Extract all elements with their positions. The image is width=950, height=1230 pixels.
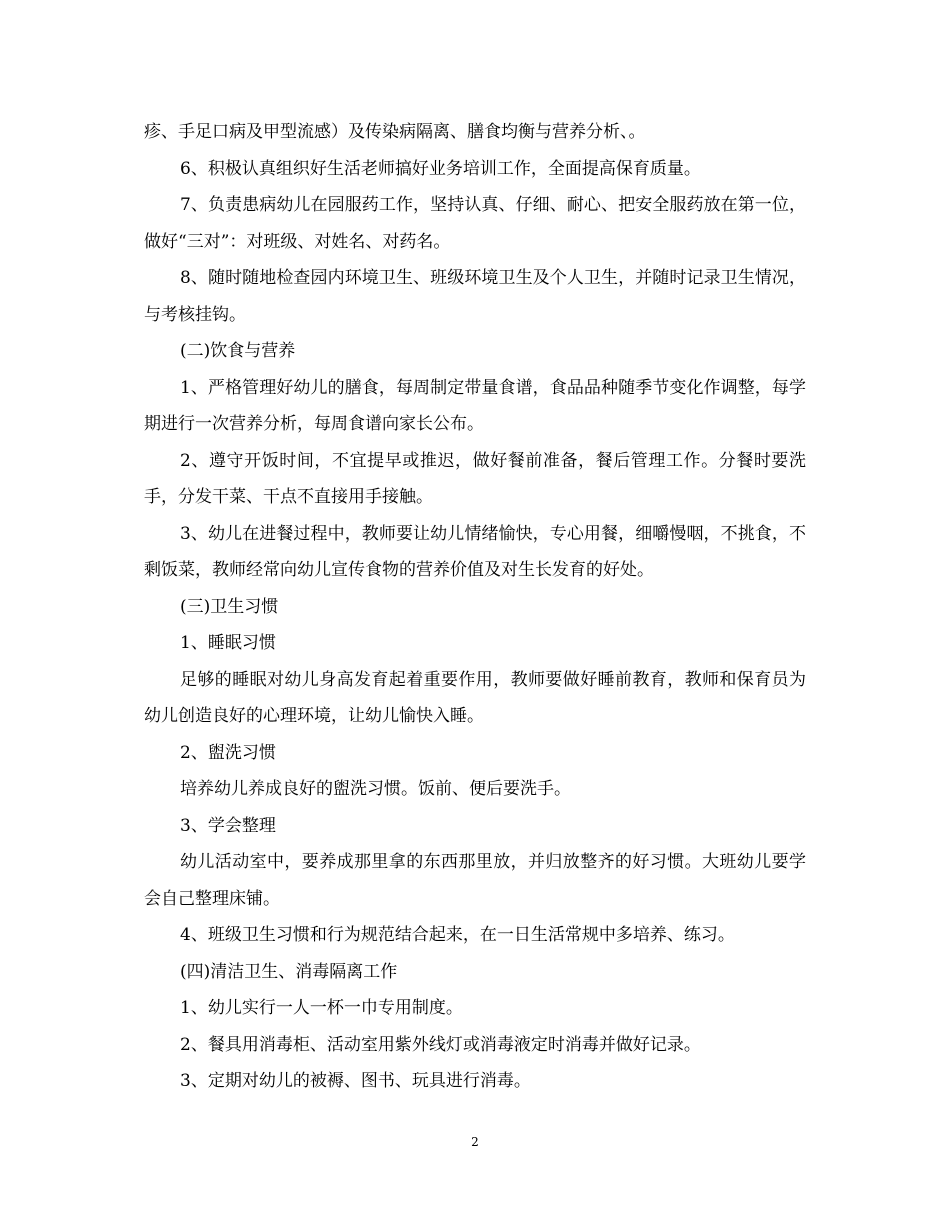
paragraph: 4、班级卫生习惯和行为规范结合起来，在一日生活常规中多培养、练习。 — [180, 925, 735, 945]
paragraph: 6、积极认真组织好生活老师搞好业务培训工作，全面提高保育质量。 — [180, 158, 701, 179]
paragraph: 8、随时随地检查园内环境卫生、班级环境卫生及个人卫生，并随时记录卫生情况，与考核挂钩。 — [144, 268, 806, 325]
paragraph: 2、遵守开饭时间，不宜提早或推迟，做好餐前准备，餐后管理工作。分餐时要洗手，分发干菜、干点不直接用手接触。 — [144, 450, 806, 507]
page-number: 2 — [471, 1135, 479, 1149]
paragraph: 7、负责患病幼儿在园服药工作，坚持认真、仔细、耐心、把安全服药放在第一位，做好“三对”：对班级、对姓名、对药名。 — [144, 195, 806, 252]
subsection-heading: 1、睡眠习惯 — [180, 633, 276, 653]
section-heading: (四)清洁卫生、消毒隔离工作 — [180, 961, 398, 982]
section-heading: (二)饮食与营养 — [180, 341, 296, 361]
body-text — [144, 114, 806, 1100]
paragraph: 疹、手足口病及甲型流感）及传染病隔离、膳食均衡与营养分析、。 — [144, 122, 646, 142]
paragraph: 3、定期对幼儿的被褥、图书、玩具进行消毒。 — [180, 1071, 531, 1091]
paragraph: 1、严格管理好幼儿的膳食，每周制定带量食谱，食品品种随季节变化作调整，每学期进行一次营养分析，每周食谱向家长公布。 — [144, 377, 806, 434]
paragraph: 3、幼儿在进餐过程中，教师要让幼儿情绪愉快，专心用餐，细嚼慢咽，不挑食，不剩饭菜，教师经常向幼儿宣传食物的营养价值及对生长发育的好处。 — [144, 523, 806, 580]
paragraph: 培养幼儿养成良好的盥洗习惯。饭前、便后要洗手。 — [180, 779, 571, 799]
subsection-heading: 2、盥洗习惯 — [180, 742, 276, 763]
paragraph: 2、餐具用消毒柜、活动室用紫外线灯或消毒液定时消毒并做好记录。 — [180, 1034, 701, 1055]
subsection-heading: 3、学会整理 — [180, 815, 276, 836]
paragraph: 足够的睡眠对幼儿身高发育起着重要作用，教师要做好睡前教育，教师和保育员为幼儿创造良好的心理环境，让幼儿愉快入睡。 — [144, 669, 806, 726]
paragraph: 幼儿活动室中，要养成那里拿的东西那里放，并归放整齐的好习惯。大班幼儿要学会自己整理床铺。 — [144, 852, 806, 909]
section-heading: (三)卫生习惯 — [180, 596, 279, 617]
paragraph: 1、幼儿实行一人一杯一巾专用制度。 — [180, 998, 463, 1018]
